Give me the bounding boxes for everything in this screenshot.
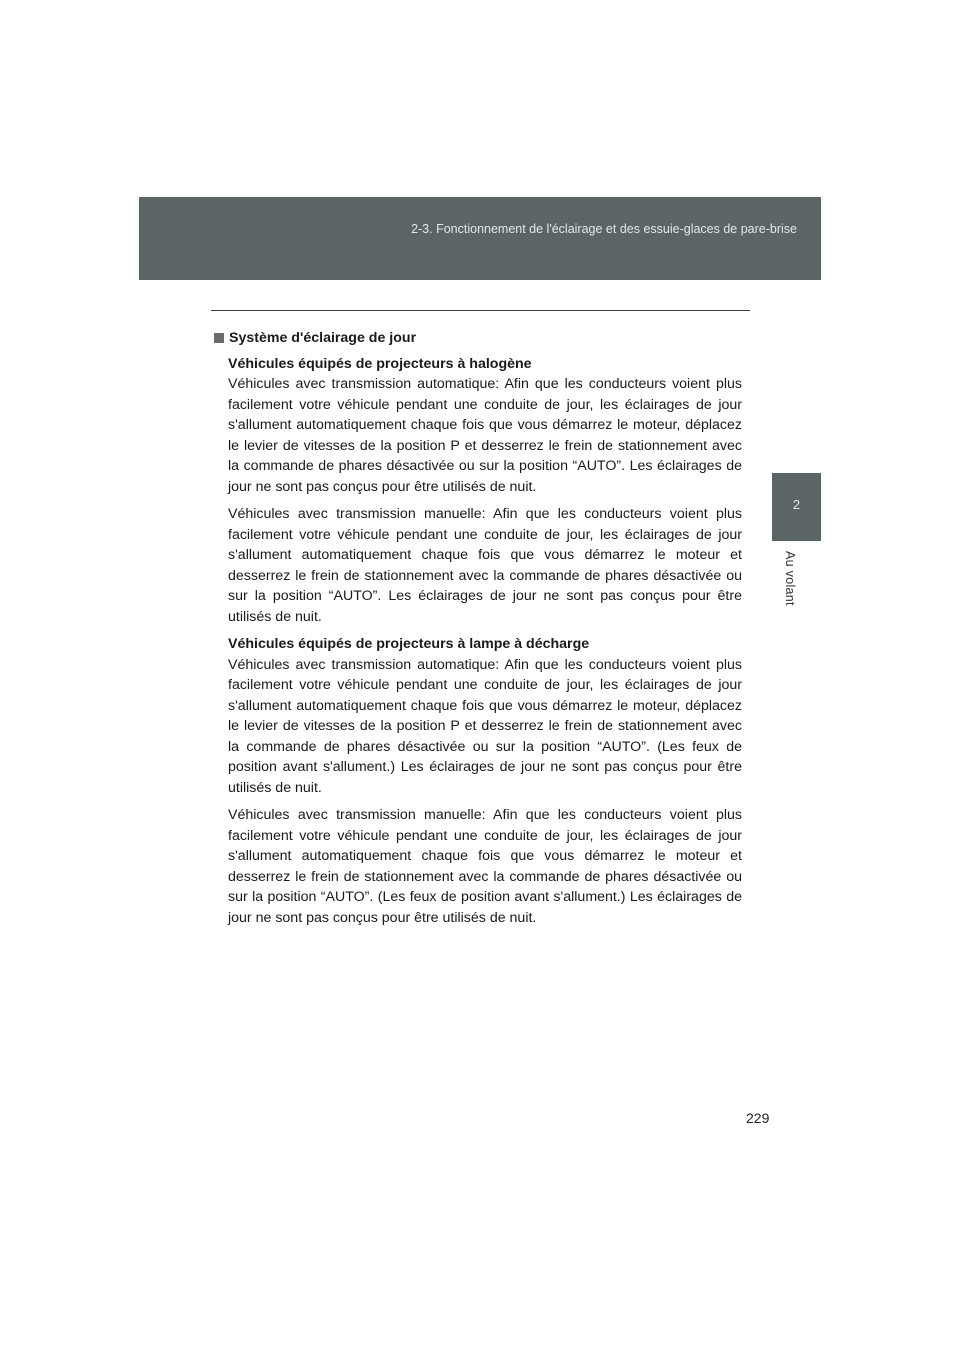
header-band (139, 197, 821, 280)
paragraph-discharge-manual: Véhicules avec transmission manuelle: Afin que les conducteurs voient plus facilement votre véhicule pendant une conduite de jour, les éclairages de jour s'allument automatiquement chaque fois que vous démarrez le moteur et desserrez le frein de stationnement avec la commande de phares désactivée ou sur la position “AUTO”. (Les feux de position avant s'allument.) Les éclairages de jour ne sont pas conçus pour être utilisés de nuit. (228, 807, 742, 926)
content-block-discharge (214, 634, 742, 928)
section-header-title: 2-3. Fonctionnement de l'éclairage et des essuie-glaces de pare-brise (411, 222, 797, 236)
square-bullet-icon (214, 333, 224, 343)
chapter-label: Au volant (783, 551, 797, 606)
chapter-number: 2 (792, 497, 801, 512)
paragraph-halogen-manual: Véhicules avec transmission manuelle: Afin que les conducteurs voient plus facilement votre véhicule pendant une conduite de jour, les éclairages de jour s'allument automatiquement chaque fois que vous démarrez le moteur et desserrez le frein de stationnement avec la commande de phares désactivée ou sur la position “AUTO”. Les éclairages de jour ne sont pas conçus pour être utilisés de nuit. (228, 506, 742, 625)
page-number: 229 (746, 1110, 770, 1126)
section-title-text: Système d'éclairage de jour (229, 330, 417, 346)
paragraph-discharge-automatic: Véhicules avec transmission automatique: Afin que les conducteurs voient plus facilement votre véhicule pendant une conduite de jour, les éclairages de jour s'allument automatiquement chaque fois que vous démarrez le moteur, déplacez le levier de vitesses de la position P et desserrez le frein de stationnement avec la commande de phares désactivée ou sur la position “AUTO”. (Les feux de position avant s'allument.) Les éclairages de jour ne sont pas conçus pour être utilisés de nuit. (228, 656, 742, 796)
page-content (214, 328, 742, 935)
paragraph-halogen-automatic: Véhicules avec transmission automatique: Afin que les conducteurs voient plus facilement votre véhicule pendant une conduite de jour, les éclairages de jour s'allument automatiquement chaque fois que vous démarrez le moteur, déplacez le levier de vitesses de la position P et desserrez le frein de stationnement avec la commande de phares désactivée ou sur la position “AUTO”. Les éclairages de jour ne sont pas conçus pour être utilisés de nuit. (228, 376, 742, 495)
top-divider (211, 310, 750, 311)
section-title (214, 328, 742, 349)
subheading-discharge: Véhicules équipés de projecteurs à lampe à décharge (228, 636, 590, 652)
content-block-halogen (214, 354, 742, 628)
subheading-halogen: Véhicules équipés de projecteurs à halogène (228, 355, 532, 372)
chapter-tab (772, 473, 821, 541)
